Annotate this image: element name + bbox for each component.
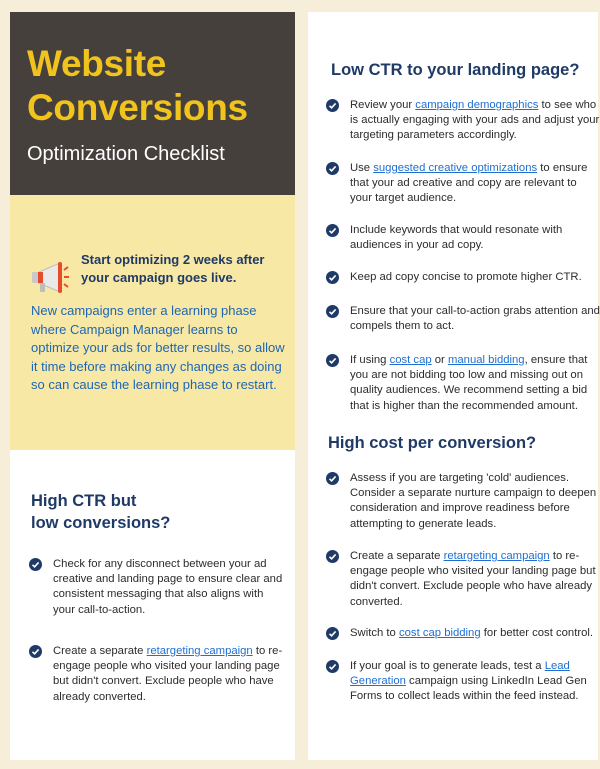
item-text-post: to ensure that your ad creative and copy are relevant to your target audience. — [350, 162, 588, 205]
item-text-pre: If your goal is to generate leads, test a — [350, 660, 545, 672]
lead-generation-link[interactable]: Lead Generation — [350, 660, 570, 688]
item-text: Keep ad copy concise to promote higher CTR. — [350, 271, 582, 283]
check-circle-icon — [326, 305, 339, 318]
check-circle-icon — [326, 660, 339, 673]
check-circle-icon — [326, 354, 339, 367]
low-ctr-item-5 — [350, 304, 600, 334]
item-text-mid: or — [431, 354, 448, 366]
low-ctr-item-2 — [350, 161, 600, 207]
check-circle-icon — [326, 627, 339, 640]
retargeting-campaign-link[interactable]: retargeting campaign — [443, 550, 550, 562]
cost-cap-link[interactable]: cost cap — [389, 354, 432, 366]
high-ctr-heading — [31, 490, 170, 534]
check-circle-icon — [326, 472, 339, 485]
intro-headline: Start optimizing 2 weeks after your campaign goes live. — [81, 252, 265, 285]
title-line-1: Website — [27, 43, 167, 84]
item-text: Check for any disconnect between your ad creative and landing page to ensure clear and consistent messaging that also aligns with your call-to-action. — [53, 558, 283, 616]
high-ctr-heading-line-1: High CTR but — [31, 492, 137, 510]
intro-panel — [10, 195, 295, 450]
item-text-pre: Use — [350, 162, 374, 174]
check-circle-icon — [29, 558, 42, 571]
item-text: Assess if you are targeting 'cold' audiences. Consider a separate nurture campaign to deepen consideration and improve readiness before attempting to generate leads. — [350, 472, 597, 530]
high-ctr-heading-line-2: low conversions? — [31, 514, 171, 532]
low-ctr-item-4 — [350, 270, 600, 285]
item-text-post: to re-engage people who visited your landing page but didn't convert. Exclude people who have already converted. — [350, 550, 596, 608]
intro-body: New campaigns enter a learning phase where Campaign Manager learns to optimize your ads for better results, so allow it time before making any changes as doing so can cause the learning phase to restart. — [31, 303, 285, 392]
item-text: Ensure that your call-to-action grabs attention and compels them to act. — [350, 305, 600, 333]
item-text-pre: Create a separate — [350, 550, 444, 562]
check-circle-icon — [326, 162, 339, 175]
subtitle: Optimization Checklist — [27, 143, 225, 165]
high-cost-item-2 — [350, 549, 600, 610]
high-cost-item-4 — [350, 659, 600, 705]
high-cost-item-1 — [350, 471, 600, 532]
low-ctr-heading: Low CTR to your landing page? — [331, 61, 580, 79]
item-text-pre: Create a separate — [53, 645, 147, 657]
campaign-demographics-link[interactable]: campaign demographics — [415, 99, 539, 111]
check-circle-icon — [326, 224, 339, 237]
high-ctr-item-1 — [53, 557, 288, 618]
check-circle-icon — [326, 271, 339, 284]
low-ctr-item-3 — [350, 223, 600, 253]
title-panel — [10, 12, 295, 195]
item-text-pre: If using — [350, 354, 390, 366]
item-text-pre: Switch to — [350, 627, 399, 639]
check-circle-icon — [326, 99, 339, 112]
low-ctr-item-6 — [350, 353, 600, 414]
title-line-2: Conversions — [27, 87, 248, 128]
cost-cap-bidding-link[interactable]: cost cap bidding — [398, 627, 481, 639]
high-ctr-item-2 — [53, 644, 288, 705]
low-ctr-item-1 — [350, 98, 600, 144]
high-cost-item-3 — [350, 626, 600, 641]
manual-bidding-link[interactable]: manual bidding — [447, 354, 525, 366]
retargeting-campaign-link[interactable]: retargeting campaign — [146, 645, 253, 657]
item-text-post: , ensure that you are not bidding too low and missing out on quality audiences. We recommend setting a bid that is higher than the recommended amount. — [350, 354, 588, 412]
item-text-post: for better cost control. — [480, 627, 594, 639]
left-column — [10, 12, 295, 760]
high-ctr-panel — [10, 450, 295, 760]
check-circle-icon — [326, 550, 339, 563]
check-circle-icon — [29, 645, 42, 658]
item-text-pre: Review your — [350, 99, 416, 111]
suggested-creative-optimizations-link[interactable]: suggested creative optimizations — [373, 162, 538, 174]
megaphone-icon — [30, 260, 70, 296]
right-column — [308, 12, 598, 760]
item-text-post: campaign using LinkedIn Lead Gen Forms to collect leads within the feed instead. — [350, 675, 587, 703]
item-text-post: to re-engage people who visited your landing page but didn't convert. Exclude people who have already converted. — [53, 645, 283, 703]
high-cost-heading: High cost per conversion? — [328, 434, 537, 452]
item-text-post: to see who is actually engaging with your ads and adjust your targeting parameters accordingly. — [350, 99, 600, 142]
item-text: Include keywords that would resonate with audiences in your ad copy. — [350, 224, 563, 252]
